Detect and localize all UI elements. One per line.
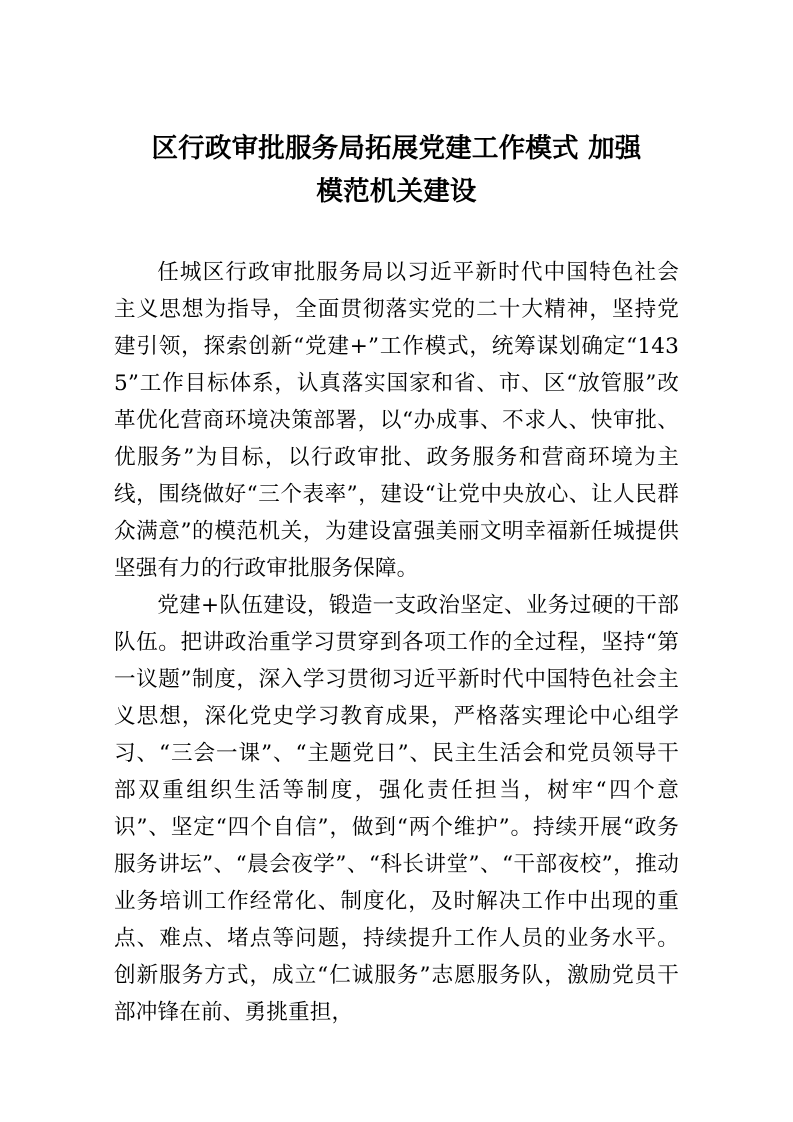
page-title-line-1: 区行政审批服务局拓展党建工作模式 加强 <box>151 133 642 164</box>
document-body <box>114 0 679 1031</box>
page-title-line-2: 模范机关建设 <box>316 176 477 207</box>
body-paragraph-2: 党建+队伍建设，锻造一支政治坚定、业务过硬的干部队伍。把讲政治重学习贯穿到各项工作的全过程，坚持“第一议题”制度，深入学习贯彻习近平新时代中国特色社会主义思想，深化党史学习教育成果，严格落实理论中心组学习、“三会一课”、“主题党日”、民主生活会和党员领导干部双重组织生活等制度，强化责任担当，树牢“四个意识”、坚定“四个自信”，做到“两个维护”。持续开展“政务服务讲坛”、“晨会夜学”、“科长讲堂”、“干部夜校”，推动业务培训工作经常化、制度化，及时解决工作中出现的重点、难点、堵点等问题，持续提升工作人员的业务水平。创新服务方式，成立“仁诚服务”志愿服务队，激励党员干部冲锋在前、勇挑重担， <box>114 593 679 1025</box>
page-title <box>114 0 679 213</box>
title-body-spacer <box>114 213 679 254</box>
body-paragraph-1: 任城区行政审批服务局以习近平新时代中国特色社会主义思想为指导，全面贯彻落实党的二十大精神，坚持党建引领，探索创新“党建+”工作模式，统筹谋划确定“1435”工作目标体系，认真落实国家和省、市、区“放管服”改革优化营商环境决策部署，以“办成事、不求人、快审批、优服务”为目标，以行政审批、政务服务和营商环境为主线，围绕做好“三个表率”，建设“让党中央放心、让人民群众满意”的模范机关，为建设富强美丽文明幸福新任城提供坚强有力的行政审批服务保障。 <box>114 260 679 581</box>
